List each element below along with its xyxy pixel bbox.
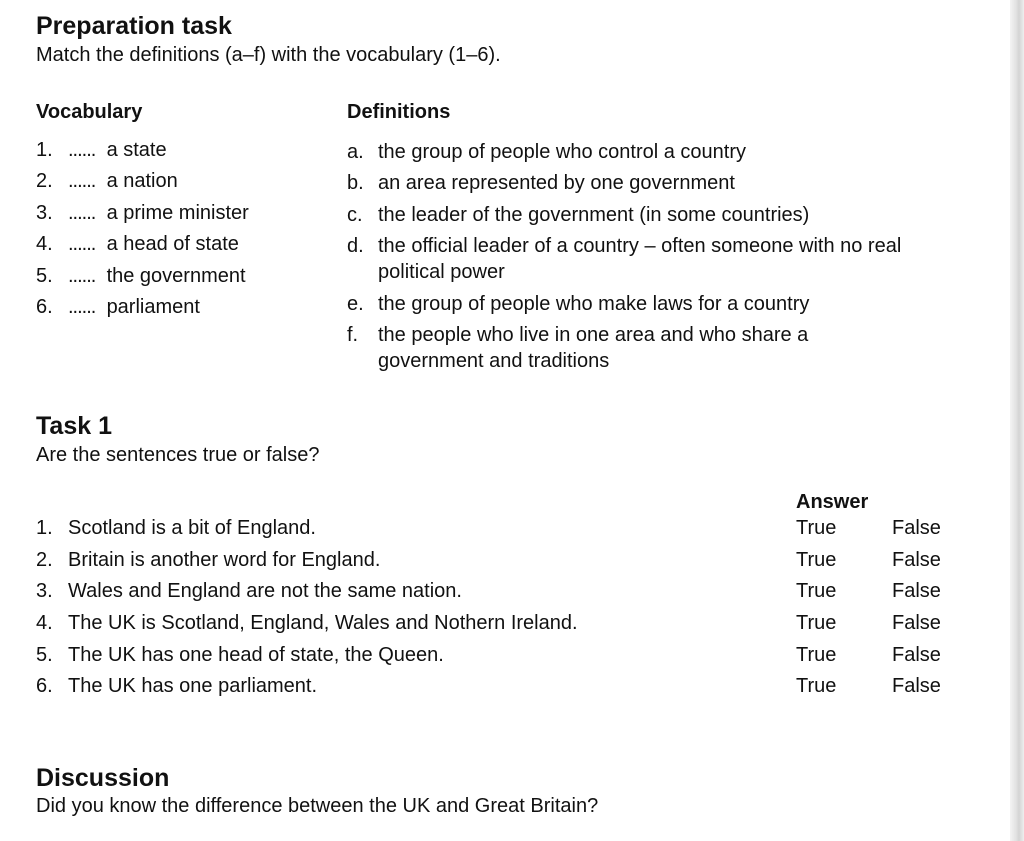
vocab-term: a state xyxy=(106,139,167,161)
definition-text: the leader of the government (in some countries) xyxy=(378,204,810,226)
vocab-number: 4. xyxy=(36,233,53,255)
vocab-number: 3. xyxy=(36,202,53,224)
definition-letter: b. xyxy=(347,172,364,194)
answer-blank[interactable]: ...... xyxy=(68,233,96,255)
vocabulary-heading: Vocabulary xyxy=(36,101,143,123)
vocab-item xyxy=(36,233,239,261)
vocab-term: parliament xyxy=(106,296,200,318)
false-option[interactable]: False xyxy=(892,517,941,539)
true-option[interactable]: True xyxy=(796,580,837,602)
preparation-task-title: Preparation task xyxy=(36,12,232,40)
definition-text: the group of people who control a country xyxy=(378,141,747,163)
vocab-term: a head of state xyxy=(106,233,239,255)
statement-row xyxy=(36,549,996,579)
definition-letter: d. xyxy=(347,235,364,257)
statement-text: Britain is another word for England. xyxy=(68,549,381,571)
vocab-term: a nation xyxy=(106,170,178,192)
vocab-number: 5. xyxy=(36,265,53,287)
definitions-heading: Definitions xyxy=(347,101,451,123)
discussion-title: Discussion xyxy=(36,764,170,792)
statement-number: 4. xyxy=(36,612,53,634)
vocab-term: a prime minister xyxy=(106,202,249,224)
preparation-instruction: Match the definitions (a–f) with the vocabulary (1–6). xyxy=(36,44,501,66)
definition-text: the group of people who make laws for a country xyxy=(378,293,810,315)
true-option[interactable]: True xyxy=(796,644,837,666)
false-option[interactable]: False xyxy=(892,612,941,634)
statement-number: 5. xyxy=(36,644,53,666)
definition-letter: c. xyxy=(347,204,363,226)
answer-blank[interactable]: ...... xyxy=(68,265,96,287)
statement-row xyxy=(36,580,996,610)
vocab-number: 6. xyxy=(36,296,53,318)
vocab-number: 2. xyxy=(36,170,53,192)
definition-letter: f. xyxy=(347,324,359,346)
statement-text: The UK has one parliament. xyxy=(68,675,318,697)
vocab-number: 1. xyxy=(36,139,53,161)
vocab-item xyxy=(36,202,249,230)
vocab-item xyxy=(36,139,167,167)
discussion-question: Did you know the difference between the UK and Great Britain? xyxy=(36,795,599,817)
statement-number: 6. xyxy=(36,675,53,697)
task1-title: Task 1 xyxy=(36,412,112,440)
definition-text: the people who live in one area and who share a government and traditions xyxy=(378,324,809,372)
statement-number: 3. xyxy=(36,580,53,602)
vocab-item xyxy=(36,170,178,198)
vocab-term: the government xyxy=(106,265,246,287)
statement-text: Wales and England are not the same nation. xyxy=(68,580,462,602)
definition-text: the official leader of a country – often someone with no real political power xyxy=(378,235,902,283)
answer-blank[interactable]: ...... xyxy=(68,139,96,161)
true-option[interactable]: True xyxy=(796,517,837,539)
vocab-item xyxy=(36,265,246,293)
statement-text: The UK is Scotland, England, Wales and Nothern Ireland. xyxy=(68,612,578,634)
answer-heading: Answer xyxy=(796,491,869,513)
definition-letter: a. xyxy=(347,141,364,163)
answer-blank[interactable]: ...... xyxy=(68,296,96,318)
statement-text: Scotland is a bit of England. xyxy=(68,517,316,539)
page-edge-shadow xyxy=(1010,0,1024,841)
task1-instruction: Are the sentences true or false? xyxy=(36,444,320,466)
true-option[interactable]: True xyxy=(796,549,837,571)
answer-blank[interactable]: ...... xyxy=(68,170,96,192)
statement-row xyxy=(36,612,996,642)
statement-row xyxy=(36,675,996,705)
false-option[interactable]: False xyxy=(892,675,941,697)
definition-letter: e. xyxy=(347,293,364,315)
answer-blank[interactable]: ...... xyxy=(68,202,96,224)
statement-row xyxy=(36,644,996,674)
statement-number: 1. xyxy=(36,517,53,539)
definition-text: an area represented by one government xyxy=(378,172,735,194)
statement-row xyxy=(36,517,996,547)
true-option[interactable]: True xyxy=(796,612,837,634)
vocab-item xyxy=(36,296,200,324)
false-option[interactable]: False xyxy=(892,549,941,571)
statement-text: The UK has one head of state, the Queen. xyxy=(68,644,444,666)
statement-number: 2. xyxy=(36,549,53,571)
false-option[interactable]: False xyxy=(892,580,941,602)
false-option[interactable]: False xyxy=(892,644,941,666)
true-option[interactable]: True xyxy=(796,675,837,697)
